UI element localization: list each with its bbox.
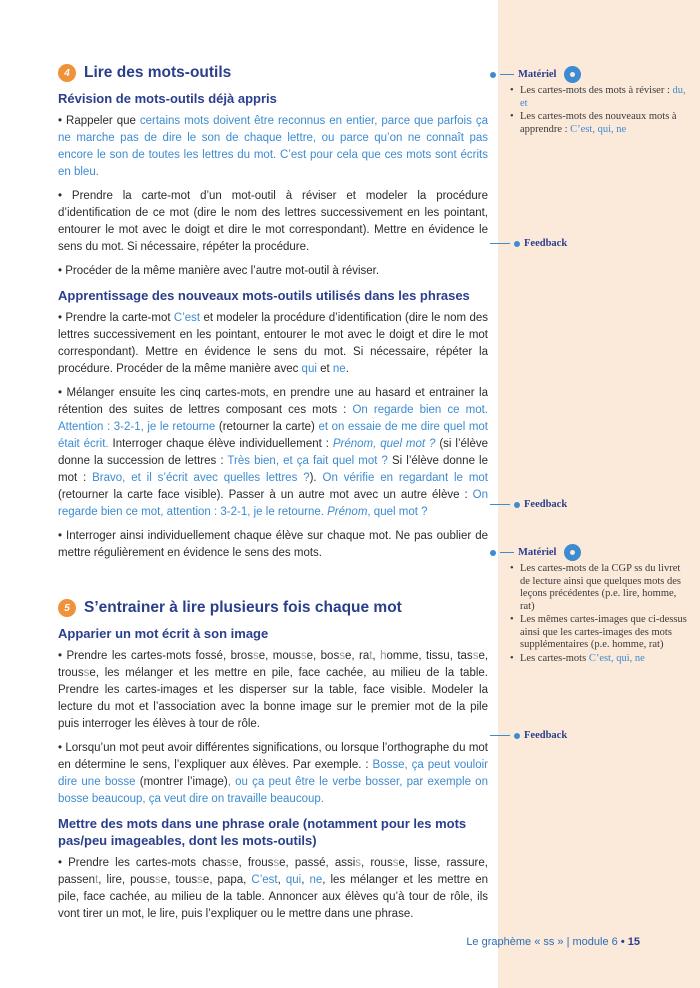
footer-separator: • — [620, 936, 625, 948]
connector-line — [490, 504, 510, 505]
text-segment: e, bos — [306, 650, 340, 662]
paragraph: • Prendre la carte-mot d’un mot-outil à réviser et modeler la procédure d’identification de ce mot (dire le nom des lettres successivement en les pointant, entourer le mot avec le doigt et dire le mot correspondant). Mettre en évidence le sens du mot. Si nécessaire, répéter la procédure. — [58, 190, 488, 253]
paragraph: • Rappeler que certains mots doivent être reconnus en entier, parce que parfois ça ne marche pas de dire le son de chaque lettre, ou parce qu’on ne connaît pas encore le son de toutes les lettres du mot. C’est pour cela que ces mots sont écrits en bleu. — [58, 115, 489, 178]
connector-line — [490, 735, 510, 736]
text-segment: e, lisse, rassure, passen — [58, 857, 488, 886]
text-segment: • Prendre les cartes-mots chas — [58, 857, 227, 869]
bullet-dot-icon — [490, 72, 496, 78]
connector-line — [500, 74, 514, 75]
subheading: Apprentissage des nouveaux mots-outils utilisés dans les phrases — [58, 288, 470, 303]
text-segment: s — [226, 857, 233, 869]
feedback-label: Feedback — [524, 499, 568, 510]
text-segment: , — [277, 874, 286, 886]
text-segment: omme, tissu, tas — [386, 650, 473, 662]
page-number: 15 — [627, 936, 640, 948]
materiel-label: Matériel — [518, 69, 557, 80]
section-4-heading — [58, 64, 488, 82]
text-segment: e, frous — [232, 857, 274, 869]
text-segment: e, tous — [160, 874, 198, 886]
bullet-dot-icon — [514, 502, 520, 508]
text-segment: , — [372, 650, 381, 662]
text-segment: , lire, pous — [98, 874, 156, 886]
materiel-list — [490, 85, 690, 136]
feedback-label: Feedback — [524, 730, 568, 741]
text-segment: s — [273, 857, 280, 869]
section-title: Lire des mots-outils — [84, 64, 232, 81]
paragraph: • Prendre la carte-mot C’est et modeler la procédure d’identification (dire le nom des lettres successivement en les pointant, entourer le mot avec le doigt et dire le mot correspondant). Mettre en évidence le sens du mot. Si nécessaire, répéter la procédure. Procéder de la même manière avec qui et ne. — [58, 312, 488, 375]
text-segment: s — [83, 667, 90, 679]
text-segment: s — [197, 874, 203, 886]
feedback-note-1 — [490, 238, 690, 249]
text-segment: • Prendre les cartes-mots fossé, bros — [58, 650, 253, 662]
text-segment: , rous — [361, 857, 393, 869]
main-column — [58, 64, 488, 930]
materiel-note-1 — [490, 66, 690, 137]
feedback-note-3 — [490, 730, 690, 741]
materiel-item: • Les cartes-mots des nouveaux mots à apprendre : C’est, qui, ne — [520, 111, 690, 136]
side-margin-panel — [498, 0, 700, 988]
text-segment: s — [472, 650, 479, 662]
text-segment: t — [369, 650, 373, 662]
paragraph: • Lorsqu’un mot peut avoir différentes significations, ou lorsque l’orthographe du mot en détermine le sens, l’expliquer aux élèves. Par exemple. : Bosse, ça peut vouloir dire une bosse (montrer l’image), ou ça peut être le verbe bosser, par exemple on bosse beaucoup, ça veut dire on travaille beaucoup. — [58, 742, 489, 805]
feedback-note-2 — [490, 499, 690, 510]
text-segment: , — [301, 874, 310, 886]
subheading: Révision de mots-outils déjà appris — [58, 91, 277, 106]
materiel-item: • Les cartes-mots de la CGP ss du livret de lecture ainsi que quelques mots des leçons précédentes (p.e. lire, homme, rat) — [520, 563, 690, 613]
text-segment: C’est — [251, 874, 278, 886]
materiel-note-2 — [490, 544, 690, 666]
text-segment: s — [155, 874, 161, 886]
text-segment: e, passé, assi — [279, 857, 356, 869]
section-number-badge: 5 — [58, 599, 76, 617]
section-5-heading — [58, 599, 488, 617]
paragraph: • Mélanger ensuite les cinq cartes-mots, en prendre une au hasard et entrainer la rétention des suites de lettres composant ces mots : On regarde bien ce mot. Attention : 3-2-1, je le retourne (retourner la carte) et on essaie de me dire quel mot était écrit. Interroger chaque élève individuellement : Prénom, quel mot ? (si l’élève donne la succession de lettres : Très bien, et ça fait quel mot ? Si l’élève donne le mot : Bravo, et il s’écrit avec quelles lettres ?). On vérifie en regardant le mot (retourner la carte face visible). Passer à un autre mot avec un autre élève : On regarde bien ce mot, attention : 3-2-1, je le retourne. Prénom, quel mot ? — [58, 387, 489, 518]
cd-icon — [564, 544, 581, 561]
section-spacer — [58, 569, 488, 599]
section-number-badge: 4 — [58, 64, 76, 82]
text-segment: s — [355, 857, 362, 869]
paragraph: • Interroger ainsi individuellement chaque élève sur chaque mot. Ne pas oublier de mettre régulièrement en évidence le sens des mots. — [58, 530, 488, 559]
text-segment: s — [392, 857, 399, 869]
bullet-dot-icon — [490, 550, 496, 556]
bullet-dot-icon — [514, 241, 520, 247]
text-segment: s — [252, 650, 259, 662]
materiel-item: • Les mêmes cartes-images que ci-dessus ainsi que les cartes-images des mots supplémentaires (p.e. homme, rat) — [520, 614, 690, 652]
page-footer — [466, 936, 640, 948]
text-segment: , les mélanger et les mettre en pile, face cachée, au milieu de la table. Annoncer aux élèves qu’à tour de rôle, ils vont tirer un mot, le lire, puis l’expliquer ou le mettre dans une phrase. — [58, 874, 489, 920]
materiel-list — [490, 563, 690, 665]
text-segment: e, mous — [258, 650, 301, 662]
text-segment: e, trous — [58, 650, 489, 679]
text-segment: e, les mélanger et les mettre en pile, face cachée, au milieu de la table. Prendre les cartes-images et les disperser sur la table, face visible. Modeler la lecture du mot et l’association avec la bonne image sur le premier mot de la pile puis interroger les élèves à tour de rôle. — [58, 667, 488, 730]
text-segment: t — [95, 874, 99, 886]
footer-text: Le graphème « ss » | module 6 — [466, 936, 618, 948]
text-segment: e, papa, — [202, 874, 252, 886]
paragraph — [58, 855, 488, 923]
bullet-dot-icon — [514, 733, 520, 739]
materiel-label: Matériel — [518, 547, 557, 558]
text-segment: qui — [285, 874, 302, 886]
connector-line — [500, 552, 514, 553]
text-segment: h — [380, 650, 387, 662]
text-segment: ne — [309, 874, 323, 886]
subheading: Apparier un mot écrit à son image — [58, 626, 269, 641]
section-title: S’entrainer à lire plusieurs fois chaque mot — [84, 599, 402, 616]
connector-line — [490, 243, 510, 244]
paragraph — [58, 648, 488, 733]
paragraph: • Procéder de la même manière avec l’autre mot-outil à réviser. — [58, 265, 380, 277]
text-segment: e, ra — [344, 650, 370, 662]
materiel-item: • Les cartes-mots C’est, qui, ne — [520, 653, 690, 666]
materiel-item: • Les cartes-mots des mots à réviser : du, et — [520, 85, 690, 110]
subheading: Mettre des mots dans une phrase orale (notamment pour les mots pas/peu imageables, dont les mots-outils) — [58, 816, 467, 848]
feedback-label: Feedback — [524, 238, 568, 249]
text-segment: s — [339, 650, 345, 662]
cd-icon — [564, 66, 581, 83]
text-segment: s — [300, 650, 307, 662]
